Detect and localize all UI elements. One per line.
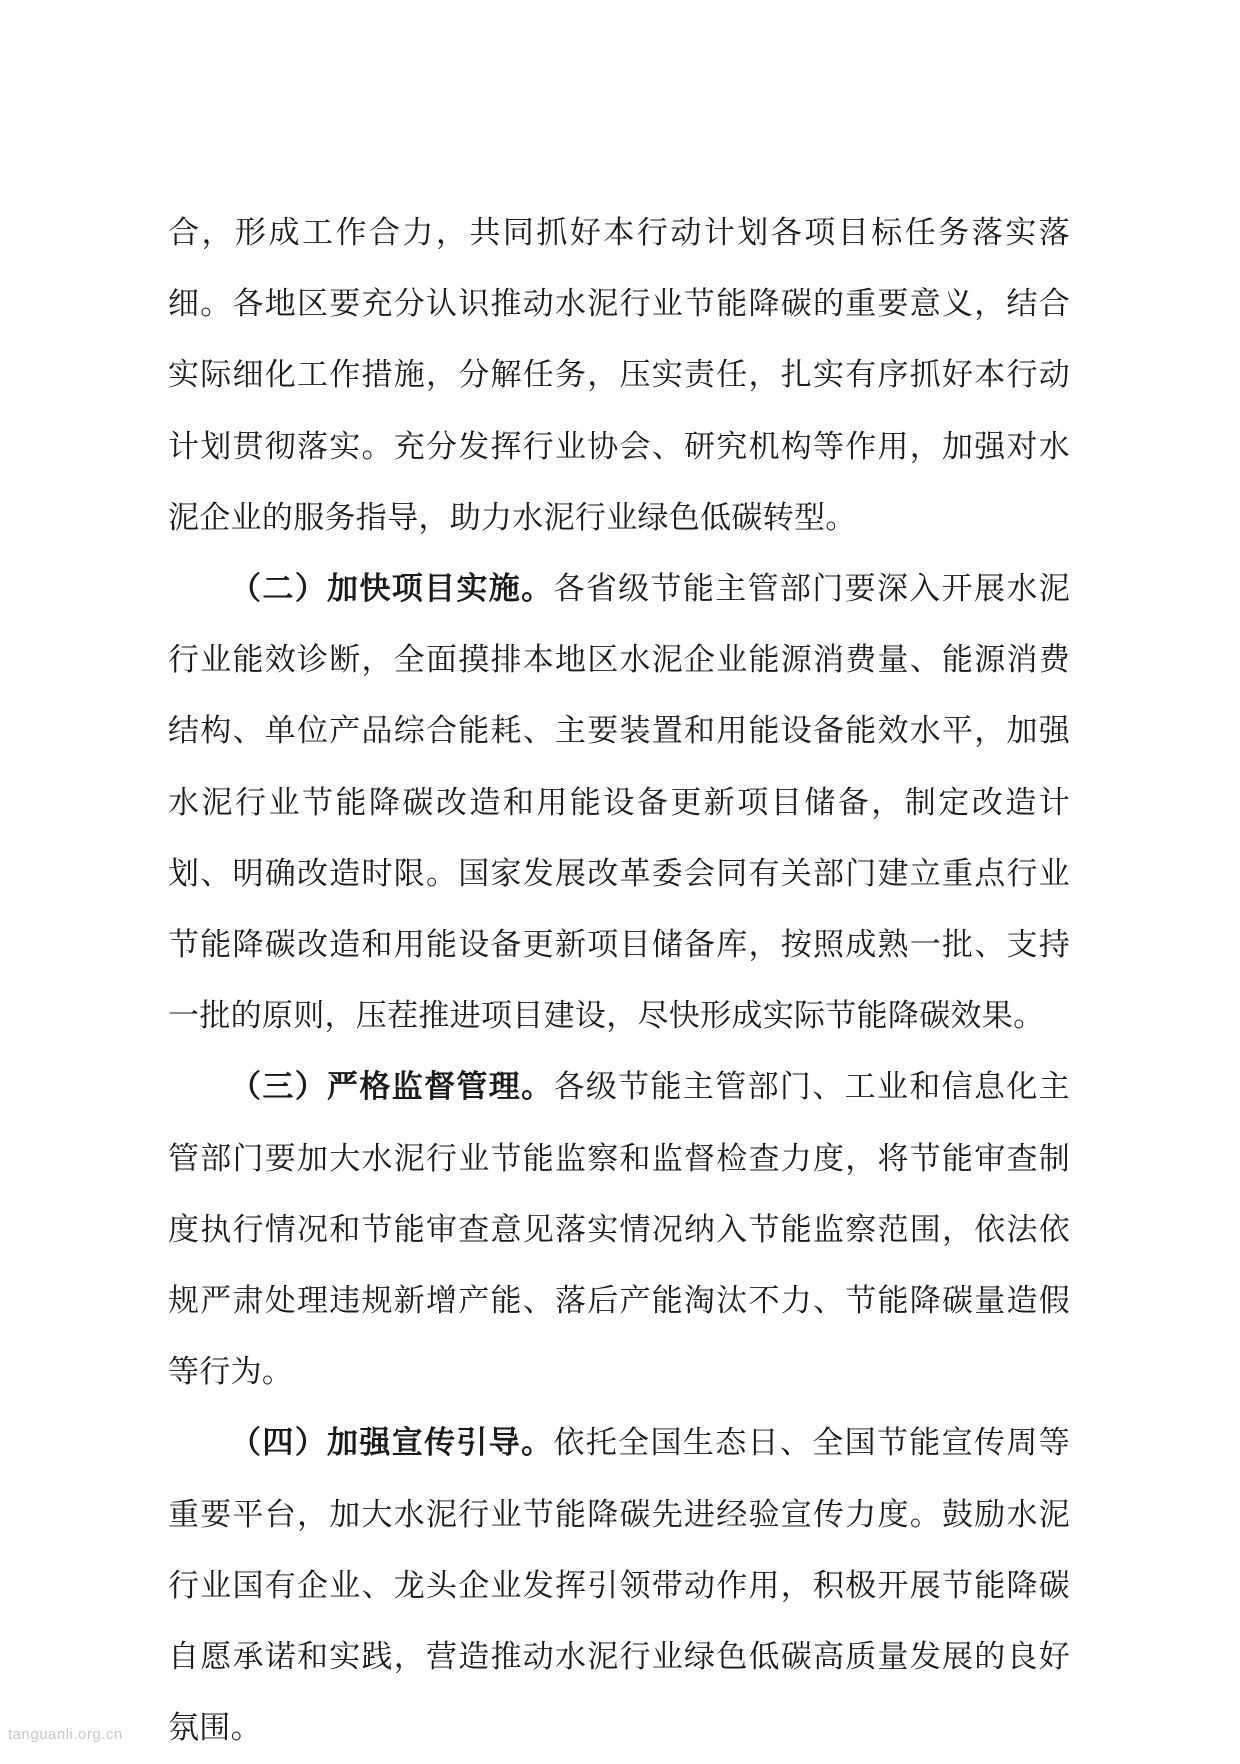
section-heading-2: （二）加快项目实施。 [230,571,554,608]
paragraph-continuation [168,198,1070,554]
site-watermark: tanguanli.org.cn [8,1726,123,1743]
paragraph-project-implementation [168,554,1070,1052]
paragraph-text: 合，形成工作合力，共同抓好本行动计划各项目标任务落实落细。各地区要充分认识推动水泥行业节能降碳的重要意义，结合实际细化工作措施，分解任务，压实责任，扎实有序抓好本行动计划贯彻落实。充分发挥行业协会、研究机构等作用，加强对水泥企业的服务指导，助力水泥行业绿色低碳转型。 [168,215,1070,536]
document-body [168,198,1070,1764]
section-heading-4: （四）加强宣传引导。 [230,1425,554,1462]
paragraph-publicity [168,1408,1070,1764]
paragraph-text: 各级节能主管部门、工业和信息化主管部门要加大水泥行业节能监察和监督检查力度，将节能审查制度执行情况和节能审查意见落实情况纳入节能监察范围，依法依规严肃处理违规新增产能、落后产能淘汰不力、节能降碳量造假等行为。 [168,1069,1070,1391]
paragraph-supervision [168,1052,1070,1408]
section-heading-3: （三）严格监督管理。 [230,1069,554,1106]
paragraph-text: 各省级节能主管部门要深入开展水泥行业能效诊断，全面摸排本地区水泥企业能源消费量、能源消费结构、单位产品综合能耗、主要装置和用能设备能效水平，加强水泥行业节能降碳改造和用能设备更新项目储备，制定改造计划、明确改造时限。国家发展改革委会同有关部门建立重点行业节能降碳改造和用能设备更新项目储备库，按照成熟一批、支持一批的原则，压茬推进项目建设，尽快形成实际节能降碳效果。 [168,571,1070,1035]
paragraph-text: 依托全国生态日、全国节能宣传周等重要平台，加大水泥行业节能降碳先进经验宣传力度。鼓励水泥行业国有企业、龙头企业发挥引领带动作用，积极开展节能降碳自愿承诺和实践，营造推动水泥行业绿色低碳高质量发展的良好氛围。 [168,1425,1070,1747]
